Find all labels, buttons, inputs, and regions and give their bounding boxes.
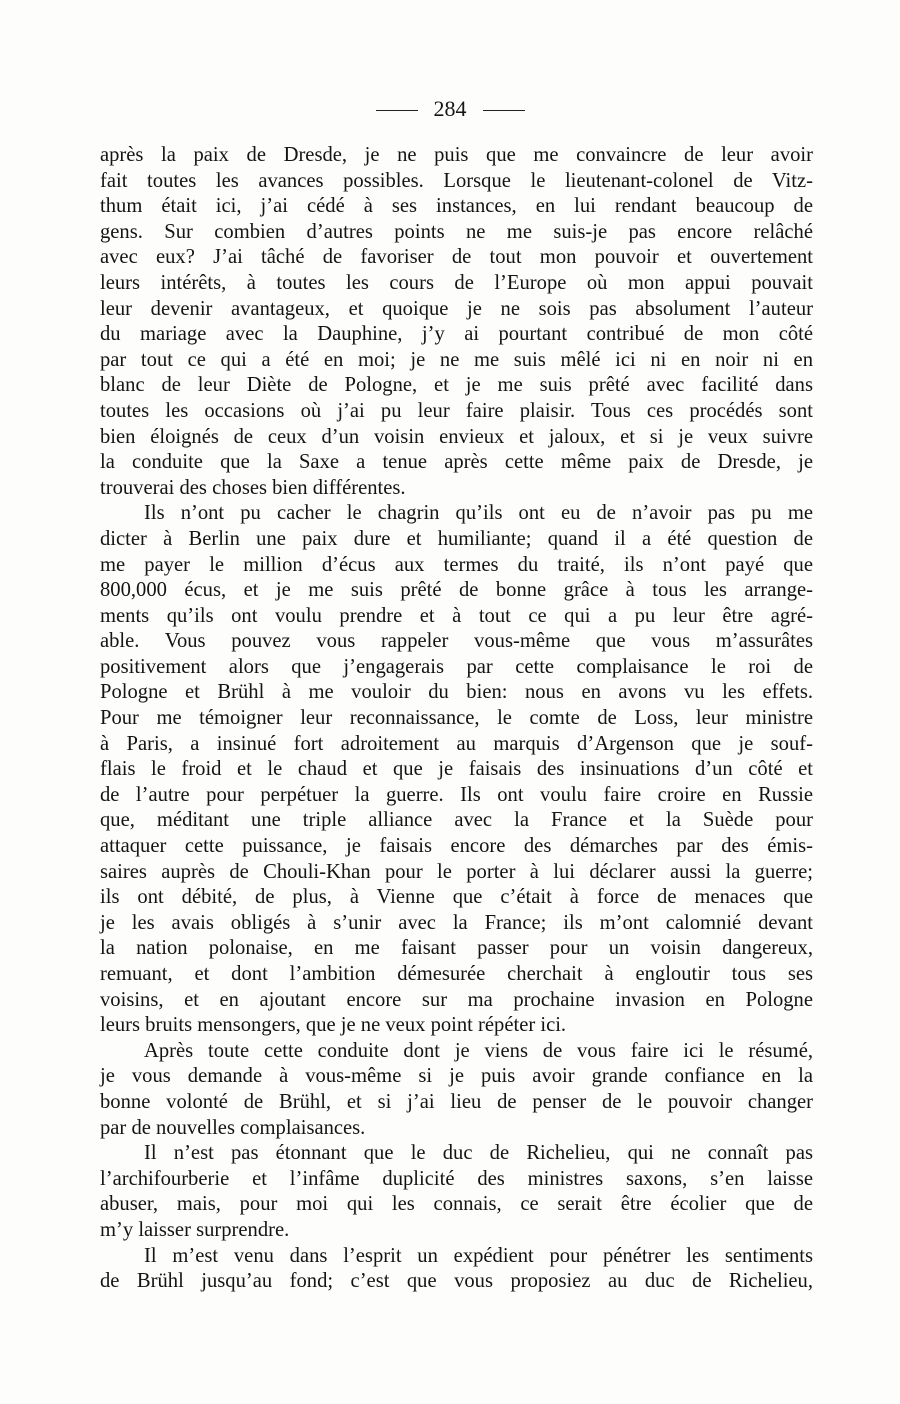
paragraph <box>100 1141 813 1243</box>
text-line: remuant, et dont l’ambition démesurée cherchait à engloutir tous ses <box>100 963 813 985</box>
text-line: avec eux? J’ai tâché de favoriser de tout mon pouvoir et ouvertement <box>100 246 813 269</box>
text-line: saires auprès de Chouli-Khan pour le porter à lui déclarer aussi la guerre; <box>100 860 813 883</box>
header-rule-right <box>483 110 525 111</box>
text-line: ments qu’ils ont voulu prendre et à tout ce qui a pu leur être agré- <box>100 604 813 627</box>
text-line: bonne volonté de Brühl, et si j’ai lieu de penser de le pouvoir changer <box>100 1090 813 1113</box>
paragraph <box>100 1039 813 1141</box>
text-line: attaquer cette puissance, je faisais encore des démarches par des émis- <box>100 835 813 858</box>
text-line: Il m’est venu dans l’esprit un expédient pour pénétrer les sentiments <box>144 1244 813 1267</box>
header-rule-left <box>376 110 418 111</box>
text-line: la nation polonaise, en me faisant passer pour un voisin dangereux, <box>100 937 813 960</box>
text-line: toutes les occasions où j’ai pu leur faire plaisir. Tous ces procédés sont <box>100 399 813 422</box>
text-line: dicter à Berlin une paix dure et humiliante; quand il a été question de <box>100 527 813 550</box>
text-line: Pologne et Brühl à me vouloir du bien: nous en avons vu les effets. <box>100 681 813 704</box>
text-line: leurs intérêts, à toutes les cours de l’Europe où mon appui pouvait <box>100 271 813 294</box>
paragraph <box>100 501 813 1038</box>
text-line: je les avais obligés à s’unir avec la France; ils m’ont calomnié devant <box>100 911 813 934</box>
text-line: Pour me témoigner leur reconnaissance, le comte de Loss, leur ministre <box>100 707 813 730</box>
text-line: après la paix de Dresde, je ne puis que me convaincre de leur avoir <box>100 144 813 166</box>
text-line: blanc de leur Diète de Pologne, et je me suis prêté avec facilité dans <box>100 374 813 397</box>
text-line: m’y laisser surprendre. <box>100 1218 290 1241</box>
text-line: je vous demande à vous-même si je puis avoir grande confiance en la <box>100 1065 813 1088</box>
text-line: ils ont débité, de plus, à Vienne que c’était à force de menaces que <box>100 886 813 909</box>
text-line: que, méditant une triple alliance avec la France et la Suède pour <box>100 809 813 832</box>
text-line: par tout ce qui a été en moi; je ne me suis mêlé ici ni en noir ni en <box>100 348 813 371</box>
text-line: 800,000 écus, et je me suis prêté de bonne grâce à tous les arrange- <box>100 579 813 602</box>
text-line: voisins, et en ajoutant encore sur ma prochaine invasion en Pologne <box>100 988 813 1011</box>
text-line: trouverai des choses bien différentes. <box>100 476 406 499</box>
text-line: bien éloignés de ceux d’un voisin envieux et jaloux, et si je veux suivre <box>100 425 813 448</box>
text-line: Ils n’ont pu cacher le chagrin qu’ils ont eu de n’avoir pas pu me <box>144 502 813 525</box>
text-line: fait toutes les avances possibles. Lorsque le lieutenant-colonel de Vitz- <box>100 169 813 192</box>
text-line: leurs bruits mensongers, que je ne veux point répéter ici. <box>100 1014 567 1037</box>
text-line: leur devenir avantageux, et quoique je ne sois pas absolument l’auteur <box>100 297 813 320</box>
text-line: Après toute cette conduite dont je viens de vous faire ici le résumé, <box>144 1039 813 1062</box>
page-header <box>0 94 900 124</box>
text-line: Il n’est pas étonnant que le duc de Richelieu, qui ne connaît pas <box>144 1142 813 1165</box>
text-line: l’archifourberie et l’infâme duplicité des ministres saxons, s’en laisse <box>100 1167 813 1190</box>
text-line: positivement alors que j’engagerais par cette complaisance le roi de <box>100 655 813 678</box>
text-line: thum était ici, j’ai cédé à ses instances, en lui rendant beaucoup de <box>100 195 813 218</box>
text-line: du mariage avec la Dauphine, j’y ai pourtant contribué de mon côté <box>100 323 813 346</box>
text-line: la conduite que la Saxe a tenue après cette même paix de Dresde, je <box>100 451 813 474</box>
text-line: de Brühl jusqu’au fond; c’est que vous proposiez au duc de Richelieu, <box>100 1270 813 1293</box>
text-line: me payer le million d’écus aux termes du traité, ils n’ont payé que <box>100 553 813 576</box>
text-line: able. Vous pouvez vous rappeler vous-même que vous m’assurâtes <box>100 630 813 653</box>
body-text <box>100 143 813 1295</box>
paragraph <box>100 143 813 501</box>
text-line: gens. Sur combien d’autres points ne me suis-je pas encore relâché <box>100 220 813 243</box>
paragraph <box>100 1244 813 1295</box>
page-number: 284 <box>433 96 467 121</box>
text-line: flais le froid et le chaud et que je faisais des insinuations d’un côté et <box>100 758 813 781</box>
text-line: par de nouvelles complaisances. <box>100 1116 366 1139</box>
text-line: abuser, mais, pour moi qui les connais, ce serait être écolier que de <box>100 1193 813 1216</box>
text-line: de l’autre pour perpétuer la guerre. Ils ont voulu faire croire en Russie <box>100 783 813 806</box>
text-line: à Paris, a insinué fort adroitement au marquis d’Argenson que je souf- <box>100 732 813 755</box>
